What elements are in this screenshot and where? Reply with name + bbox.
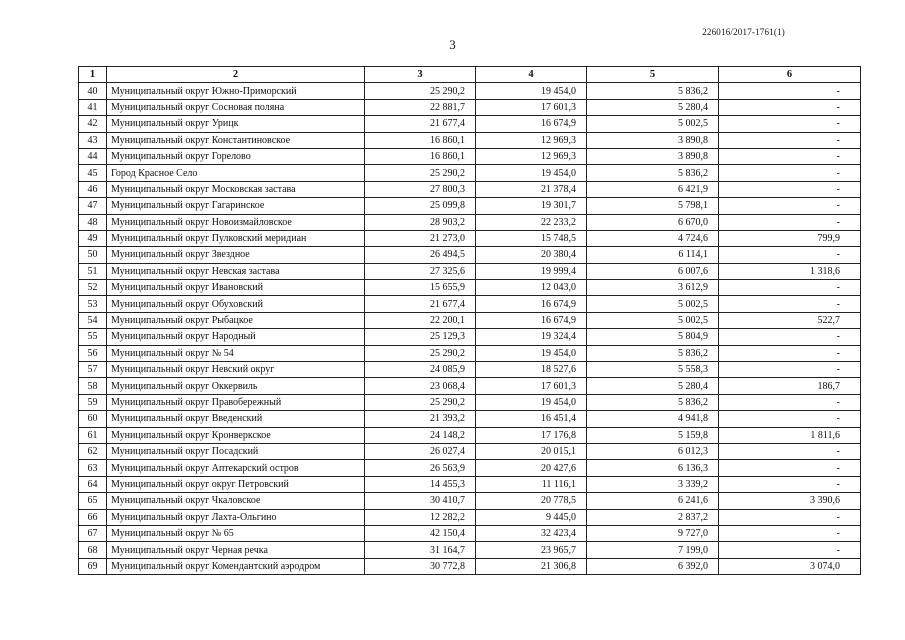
row-number-cell: 40 [79, 83, 107, 99]
table-row [79, 542, 861, 558]
row-number-cell: 44 [79, 148, 107, 164]
district-name-cell: Муниципальный округ Константиновское [107, 132, 365, 148]
column-header-4: 4 [476, 67, 587, 83]
value-col4-cell: 9 445,0 [476, 509, 587, 525]
district-name-cell: Муниципальный округ Сосновая поляна [107, 99, 365, 115]
value-col3-cell: 22 881,7 [365, 99, 476, 115]
district-name-cell: Муниципальный округ № 65 [107, 525, 365, 541]
row-number-cell: 51 [79, 263, 107, 279]
value-col6-cell: - [719, 525, 861, 541]
district-name-cell: Муниципальный округ Оккервиль [107, 378, 365, 394]
table-row [79, 329, 861, 345]
page-number: 3 [449, 37, 456, 52]
value-col4-cell: 17 601,3 [476, 378, 587, 394]
table-row [79, 378, 861, 394]
district-name-cell: Муниципальный округ Гагаринское [107, 198, 365, 214]
table-row [79, 362, 861, 378]
table-row [79, 460, 861, 476]
district-name-cell: Муниципальный округ Обуховский [107, 296, 365, 312]
value-col6-cell: 3 390,6 [719, 493, 861, 509]
district-name-cell: Муниципальный округ Черная речка [107, 542, 365, 558]
district-name-cell: Муниципальный округ № 54 [107, 345, 365, 361]
value-col6-cell: - [719, 148, 861, 164]
value-col6-cell: - [719, 296, 861, 312]
value-col5-cell: 5 159,8 [587, 427, 719, 443]
value-col6-cell: - [719, 329, 861, 345]
table-row [79, 230, 861, 246]
district-name-cell: Муниципальный округ Московская застава [107, 181, 365, 197]
value-col5-cell: 6 241,6 [587, 493, 719, 509]
row-number-cell: 62 [79, 443, 107, 459]
value-col4-cell: 19 454,0 [476, 83, 587, 99]
value-col5-cell: 6 392,0 [587, 558, 719, 574]
value-col6-cell: - [719, 362, 861, 378]
value-col4-cell: 17 601,3 [476, 99, 587, 115]
value-col3-cell: 21 393,2 [365, 411, 476, 427]
district-name-cell: Муниципальный округ Аптекарский остров [107, 460, 365, 476]
value-col3-cell: 26 027,4 [365, 443, 476, 459]
value-col5-cell: 5 558,3 [587, 362, 719, 378]
row-number-cell: 68 [79, 542, 107, 558]
district-name-cell: Муниципальный округ Введенский [107, 411, 365, 427]
value-col4-cell: 18 527,6 [476, 362, 587, 378]
value-col4-cell: 19 454,0 [476, 345, 587, 361]
value-col6-cell: 1 811,6 [719, 427, 861, 443]
table-row [79, 312, 861, 328]
value-col6-cell: - [719, 132, 861, 148]
table-row [79, 214, 861, 230]
row-number-cell: 65 [79, 493, 107, 509]
row-number-cell: 42 [79, 116, 107, 132]
district-name-cell: Муниципальный округ Горелово [107, 148, 365, 164]
value-col3-cell: 30 772,8 [365, 558, 476, 574]
table-row [79, 263, 861, 279]
row-number-cell: 67 [79, 525, 107, 541]
row-number-cell: 55 [79, 329, 107, 345]
value-col5-cell: 6 114,1 [587, 247, 719, 263]
row-number-cell: 54 [79, 312, 107, 328]
value-col5-cell: 5 836,2 [587, 394, 719, 410]
value-col6-cell: - [719, 509, 861, 525]
value-col3-cell: 26 494,5 [365, 247, 476, 263]
value-col4-cell: 16 674,9 [476, 116, 587, 132]
row-number-cell: 61 [79, 427, 107, 443]
column-header-2: 2 [107, 67, 365, 83]
value-col3-cell: 21 273,0 [365, 230, 476, 246]
table-row [79, 99, 861, 115]
row-number-cell: 60 [79, 411, 107, 427]
value-col5-cell: 2 837,2 [587, 509, 719, 525]
value-col5-cell: 5 280,4 [587, 99, 719, 115]
district-name-cell: Муниципальный округ Комендантский аэродром [107, 558, 365, 574]
district-name-cell: Муниципальный округ Народный [107, 329, 365, 345]
column-header-1: 1 [79, 67, 107, 83]
value-col4-cell: 20 778,5 [476, 493, 587, 509]
row-number-cell: 41 [79, 99, 107, 115]
value-col6-cell: - [719, 345, 861, 361]
column-header-3: 3 [365, 67, 476, 83]
row-number-cell: 46 [79, 181, 107, 197]
value-col3-cell: 21 677,4 [365, 296, 476, 312]
value-col6-cell: 1 318,6 [719, 263, 861, 279]
value-col5-cell: 6 670,0 [587, 214, 719, 230]
value-col3-cell: 27 325,6 [365, 263, 476, 279]
district-name-cell: Муниципальный округ Звездное [107, 247, 365, 263]
value-col5-cell: 5 836,2 [587, 83, 719, 99]
budget-table [78, 66, 861, 575]
table-row [79, 116, 861, 132]
row-number-cell: 48 [79, 214, 107, 230]
value-col3-cell: 42 150,4 [365, 525, 476, 541]
value-col6-cell: - [719, 247, 861, 263]
value-col3-cell: 24 085,9 [365, 362, 476, 378]
table-row [79, 148, 861, 164]
value-col4-cell: 16 451,4 [476, 411, 587, 427]
value-col6-cell: - [719, 99, 861, 115]
district-name-cell: Муниципальный округ округ Петровский [107, 476, 365, 492]
district-name-cell: Муниципальный округ Ивановский [107, 280, 365, 296]
table-row [79, 394, 861, 410]
value-col4-cell: 19 454,0 [476, 394, 587, 410]
value-col3-cell: 23 068,4 [365, 378, 476, 394]
value-col3-cell: 30 410,7 [365, 493, 476, 509]
row-number-cell: 50 [79, 247, 107, 263]
value-col4-cell: 12 969,3 [476, 132, 587, 148]
value-col5-cell: 3 612,9 [587, 280, 719, 296]
row-number-cell: 45 [79, 165, 107, 181]
value-col4-cell: 20 380,4 [476, 247, 587, 263]
district-name-cell: Муниципальный округ Новоизмайловское [107, 214, 365, 230]
value-col6-cell: - [719, 394, 861, 410]
row-number-cell: 66 [79, 509, 107, 525]
value-col5-cell: 5 002,5 [587, 116, 719, 132]
row-number-cell: 56 [79, 345, 107, 361]
value-col4-cell: 19 301,7 [476, 198, 587, 214]
value-col6-cell: 3 074,0 [719, 558, 861, 574]
table-row [79, 198, 861, 214]
value-col5-cell: 5 836,2 [587, 345, 719, 361]
value-col3-cell: 25 129,3 [365, 329, 476, 345]
value-col3-cell: 14 455,3 [365, 476, 476, 492]
district-name-cell: Муниципальный округ Пулковский меридиан [107, 230, 365, 246]
value-col4-cell: 20 015,1 [476, 443, 587, 459]
value-col5-cell: 6 007,6 [587, 263, 719, 279]
table-row [79, 558, 861, 574]
value-col5-cell: 6 421,9 [587, 181, 719, 197]
table-row [79, 476, 861, 492]
row-number-cell: 43 [79, 132, 107, 148]
table-row [79, 165, 861, 181]
row-number-cell: 57 [79, 362, 107, 378]
value-col5-cell: 4 941,8 [587, 411, 719, 427]
district-name-cell: Муниципальный округ Урицк [107, 116, 365, 132]
header-row [79, 67, 861, 83]
district-name-cell: Муниципальный округ Чкаловское [107, 493, 365, 509]
value-col6-cell: - [719, 181, 861, 197]
value-col5-cell: 5 804,9 [587, 329, 719, 345]
value-col3-cell: 25 290,2 [365, 394, 476, 410]
value-col3-cell: 22 200,1 [365, 312, 476, 328]
value-col5-cell: 3 890,8 [587, 132, 719, 148]
value-col6-cell: - [719, 165, 861, 181]
value-col5-cell: 5 002,5 [587, 312, 719, 328]
table-row [79, 443, 861, 459]
value-col5-cell: 4 724,6 [587, 230, 719, 246]
value-col4-cell: 17 176,8 [476, 427, 587, 443]
value-col4-cell: 16 674,9 [476, 296, 587, 312]
value-col3-cell: 28 903,2 [365, 214, 476, 230]
district-name-cell: Муниципальный округ Кронверкское [107, 427, 365, 443]
table-row [79, 296, 861, 312]
table-row [79, 525, 861, 541]
row-number-cell: 58 [79, 378, 107, 394]
value-col6-cell: - [719, 460, 861, 476]
value-col5-cell: 5 836,2 [587, 165, 719, 181]
row-number-cell: 47 [79, 198, 107, 214]
document-id: 226016/2017-1761(1) [702, 27, 785, 37]
value-col6-cell: 522,7 [719, 312, 861, 328]
value-col5-cell: 6 012,3 [587, 443, 719, 459]
district-name-cell: Муниципальный округ Лахта-Ольгино [107, 509, 365, 525]
value-col3-cell: 25 290,2 [365, 165, 476, 181]
table-row [79, 427, 861, 443]
table-body [79, 83, 861, 575]
value-col6-cell: - [719, 411, 861, 427]
value-col3-cell: 26 563,9 [365, 460, 476, 476]
value-col4-cell: 20 427,6 [476, 460, 587, 476]
district-name-cell: Муниципальный округ Рыбацкое [107, 312, 365, 328]
row-number-cell: 69 [79, 558, 107, 574]
district-name-cell: Муниципальный округ Правобережный [107, 394, 365, 410]
value-col4-cell: 12 043,0 [476, 280, 587, 296]
value-col6-cell: 799,9 [719, 230, 861, 246]
value-col6-cell: - [719, 542, 861, 558]
table-row [79, 411, 861, 427]
value-col6-cell: - [719, 214, 861, 230]
column-header-6: 6 [719, 67, 861, 83]
table-row [79, 132, 861, 148]
value-col5-cell: 3 890,8 [587, 148, 719, 164]
district-name-cell: Муниципальный округ Южно-Приморский [107, 83, 365, 99]
row-number-cell: 53 [79, 296, 107, 312]
value-col3-cell: 12 282,2 [365, 509, 476, 525]
value-col3-cell: 24 148,2 [365, 427, 476, 443]
row-number-cell: 64 [79, 476, 107, 492]
value-col4-cell: 32 423,4 [476, 525, 587, 541]
table-row [79, 509, 861, 525]
district-name-cell: Город Красное Село [107, 165, 365, 181]
value-col4-cell: 22 233,2 [476, 214, 587, 230]
value-col5-cell: 7 199,0 [587, 542, 719, 558]
table-row [79, 345, 861, 361]
value-col4-cell: 11 116,1 [476, 476, 587, 492]
table-row [79, 280, 861, 296]
value-col4-cell: 15 748,5 [476, 230, 587, 246]
value-col4-cell: 12 969,3 [476, 148, 587, 164]
value-col5-cell: 6 136,3 [587, 460, 719, 476]
table-row [79, 181, 861, 197]
value-col5-cell: 5 798,1 [587, 198, 719, 214]
row-number-cell: 59 [79, 394, 107, 410]
row-number-cell: 63 [79, 460, 107, 476]
value-col4-cell: 19 324,4 [476, 329, 587, 345]
value-col6-cell: 186,7 [719, 378, 861, 394]
value-col3-cell: 25 290,2 [365, 345, 476, 361]
value-col4-cell: 21 306,8 [476, 558, 587, 574]
value-col3-cell: 15 655,9 [365, 280, 476, 296]
value-col5-cell: 5 280,4 [587, 378, 719, 394]
row-number-cell: 49 [79, 230, 107, 246]
district-name-cell: Муниципальный округ Посадский [107, 443, 365, 459]
value-col3-cell: 16 860,1 [365, 132, 476, 148]
table-row [79, 83, 861, 99]
district-name-cell: Муниципальный округ Невская застава [107, 263, 365, 279]
value-col3-cell: 31 164,7 [365, 542, 476, 558]
value-col4-cell: 19 454,0 [476, 165, 587, 181]
value-col5-cell: 3 339,2 [587, 476, 719, 492]
table-row [79, 493, 861, 509]
district-name-cell: Муниципальный округ Невский округ [107, 362, 365, 378]
value-col4-cell: 16 674,9 [476, 312, 587, 328]
value-col3-cell: 25 290,2 [365, 83, 476, 99]
value-col6-cell: - [719, 83, 861, 99]
value-col3-cell: 27 800,3 [365, 181, 476, 197]
value-col4-cell: 21 378,4 [476, 181, 587, 197]
value-col5-cell: 5 002,5 [587, 296, 719, 312]
value-col6-cell: - [719, 476, 861, 492]
value-col3-cell: 25 099,8 [365, 198, 476, 214]
value-col5-cell: 9 727,0 [587, 525, 719, 541]
value-col6-cell: - [719, 280, 861, 296]
value-col4-cell: 19 999,4 [476, 263, 587, 279]
value-col6-cell: - [719, 198, 861, 214]
value-col6-cell: - [719, 443, 861, 459]
row-number-cell: 52 [79, 280, 107, 296]
value-col3-cell: 16 860,1 [365, 148, 476, 164]
table-row [79, 247, 861, 263]
value-col4-cell: 23 965,7 [476, 542, 587, 558]
value-col6-cell: - [719, 116, 861, 132]
column-header-5: 5 [587, 67, 719, 83]
value-col3-cell: 21 677,4 [365, 116, 476, 132]
